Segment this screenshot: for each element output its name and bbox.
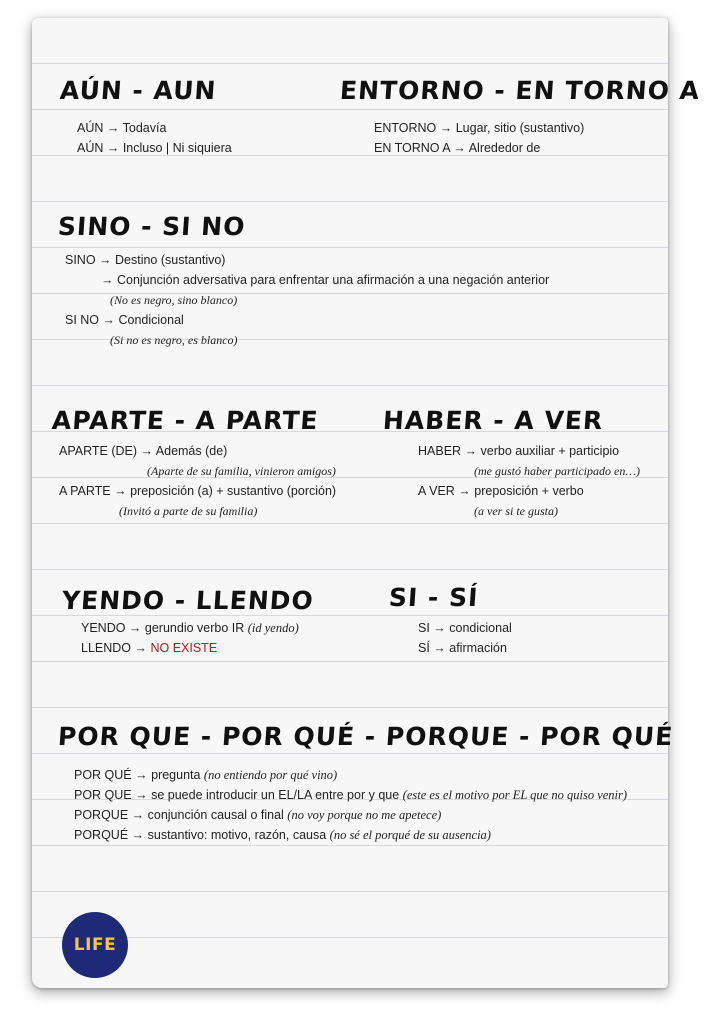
porque-line-3: PORQUE → conjunción causal o final (no voy porque no me apetece) <box>74 808 442 822</box>
haber-example-1: (me gustó haber participado en…) <box>474 464 640 478</box>
section-title-aun: AÚN - AUN <box>58 76 218 105</box>
sino-line-1: SINO → Destino (sustantivo) <box>65 253 226 267</box>
haber-line-2: A VER → preposición + verbo <box>418 484 584 498</box>
section-title-haber: HABER - A VER <box>381 406 605 435</box>
section-title-si: SI - SÍ <box>387 583 480 612</box>
aparte-example-1: (Aparte de su familia, vinieron amigos) <box>147 464 336 478</box>
si-no-line: SI NO → Condicional <box>65 313 184 327</box>
porque-line-2: POR QUE → se puede introducir un EL/LA entre por y que (este es el motivo por EL que no quiso venir) <box>74 788 628 802</box>
haber-line-1: HABER → verbo auxiliar + participio <box>418 444 620 458</box>
si-no-example: (Si no es negro, es blanco) <box>110 333 238 347</box>
yendo-example: (id yendo) <box>247 621 299 635</box>
aparte-example-2: (Invitó a parte de su familia) <box>119 504 258 518</box>
section-title-porque: POR QUE - POR QUÉ - PORQUE - POR QUÉ <box>56 722 675 751</box>
section-title-entorno: ENTORNO - EN TORNO A <box>338 76 702 105</box>
haber-example-2: (a ver si te gusta) <box>474 504 558 518</box>
no-existe-label: NO EXISTE <box>150 641 218 655</box>
aparte-line-2: A PARTE → preposición (a) + sustantivo (porción) <box>59 484 337 498</box>
section-title-aparte: APARTE - A PARTE <box>50 406 320 435</box>
section-title-sino: SINO - SI NO <box>56 212 247 241</box>
section-title-yendo: YENDO - LLENDO <box>60 586 315 615</box>
entorno-line-2: EN TORNO A → Alrededor de <box>374 141 541 155</box>
aun-line-2: AÚN → Incluso | Ni siquiera <box>77 141 232 155</box>
porque-line-1: POR QUÉ → pregunta (no entiendo por qué vino) <box>74 768 338 782</box>
sino-line-2: → Conjunción adversativa para enfrentar una afirmación a una negación anterior <box>101 273 550 287</box>
aparte-line-1: APARTE (DE) → Además (de) <box>59 444 228 458</box>
porque-line-4: PORQUÉ → sustantivo: motivo, razón, causa (no sé el porqué de su ausencia) <box>74 828 491 842</box>
yendo-line: YENDO → gerundio verbo IR (id yendo) <box>81 621 299 635</box>
si-accent-line: SÍ → afirmación <box>418 641 507 655</box>
aun-line-1: AÚN → Todavía <box>77 121 167 135</box>
si-line: SI → condicional <box>418 621 512 635</box>
llendo-line: LLENDO → NO EXISTE <box>81 641 218 655</box>
sino-example: (No es negro, sino blanco) <box>110 293 238 307</box>
entorno-line-1: ENTORNO → Lugar, sitio (sustantivo) <box>374 121 585 135</box>
life-logo: LIFE <box>62 912 128 978</box>
